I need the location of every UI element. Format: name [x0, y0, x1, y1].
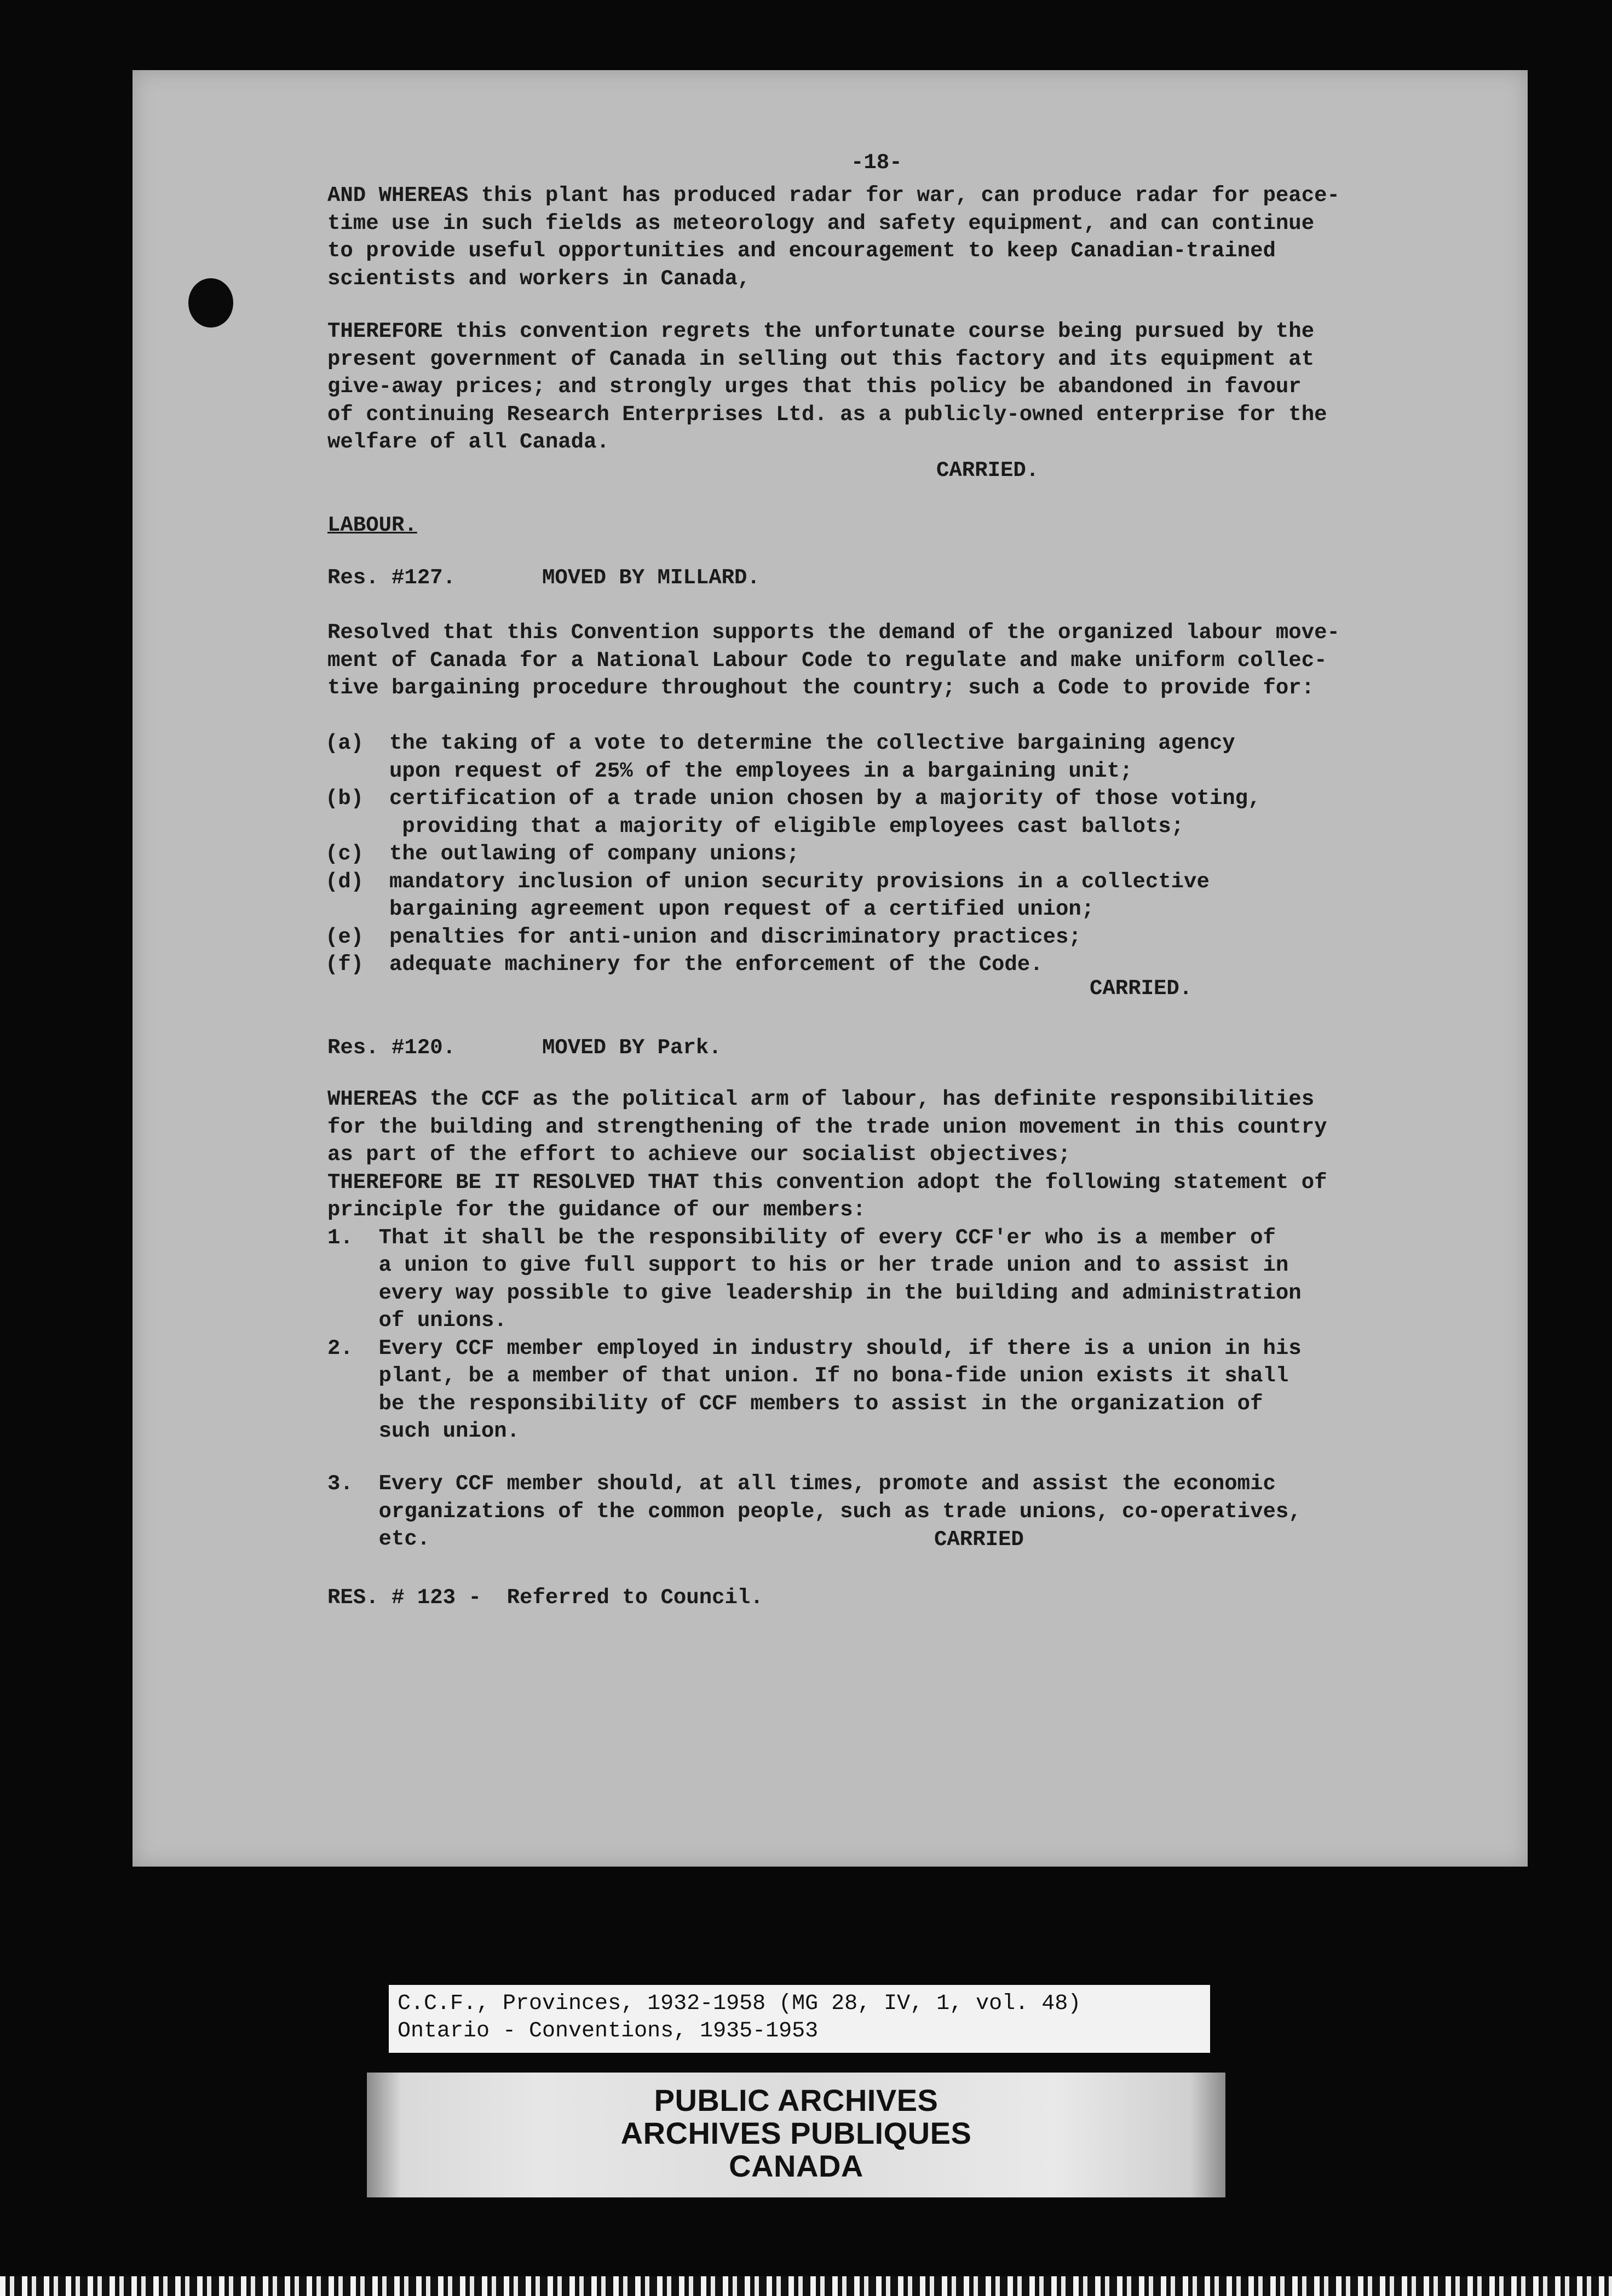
- paragraph-whereas-radar: AND WHEREAS this plant has produced radar for war, can produce radar for peace- time use in such fields as meteorology and safety equipment, and can continue to provide useful opportunities and encouragement to keep Canadian-trained scientists and workers in Canada,: [327, 183, 1340, 291]
- punch-hole: [188, 278, 233, 328]
- resolution-127-mover: MOVED BY MILLARD.: [542, 566, 760, 590]
- resolution-127-number: Res. #127.: [327, 566, 456, 590]
- microfilm-edge: [0, 2276, 1612, 2296]
- resolution-123-referral: RES. # 123 - Referred to Council.: [327, 1586, 763, 1610]
- carried-label: CARRIED.: [1090, 977, 1193, 1001]
- catalog-line-series: Ontario - Conventions, 1935-1953: [398, 2019, 819, 2044]
- archives-stamp: [367, 2073, 1225, 2197]
- resolution-120-body: WHEREAS the CCF as the political arm of labour, has definite responsibilities for the building and strengthening of the trade union movement in this country as part of the effort to achieve our socialist objectives; THEREFORE BE IT RESOLVED THAT this convention adopt the following statement of principle for the guidance of our members: 1. That it shall be the responsibility of every CCF'er who is a member of a union to give full support to his or her trade union and to assist in every way possible to give leadership in the building and administration of unions. 2. Every CCF member employed in industry should, if there is a union in his plant, be a member of that union. If no bona-fide union exists it shall be the responsibility of CCF members to assist in the organization of such union.: [327, 1087, 1327, 1443]
- resolution-127-list: (a) the taking of a vote to determine the collective bargaining agency upon request of 25% of the employees in a bargaining unit; (b) certification of a trade union chosen by a majority of those voting, providing that a majority of eligible employees cast ballots; (c) the outlawing of company unions; (d) mandatory inclusion of union security provisions in a collective bargaining agreement upon request of a certified union; (e) penalties for anti-union and discriminatory practices; (f) adequate machinery for the enforcement of the Code.: [325, 731, 1261, 977]
- carried-label: CARRIED.: [936, 458, 1039, 483]
- stamp-line-country: CANADA: [729, 2149, 863, 2183]
- paragraph-therefore-convention: THEREFORE this convention regrets the unfortunate course being pursued by the present government of Canada in selling out this factory and its equipment at give-away prices; and strongly urges that this policy be abandoned in favour of continuing Research Enterprises Ltd. as a publicly-owned enterprise for the welfare of all Canada.: [327, 319, 1327, 454]
- stamp-line-english: PUBLIC ARCHIVES: [654, 2083, 939, 2117]
- resolution-120-number: Res. #120.: [327, 1036, 456, 1060]
- resolution-120-mover: MOVED BY Park.: [542, 1036, 722, 1060]
- catalog-label: [389, 1985, 1210, 2053]
- carried-label: CARRIED: [934, 1528, 1024, 1552]
- catalog-line-collection: C.C.F., Provinces, 1932-1958 (MG 28, IV, 1, vol. 48): [398, 1991, 1081, 2016]
- resolution-127-body: Resolved that this Convention supports the demand of the organized labour move- ment of Canada for a National Labour Code to regulate and make uniform collec- tive bargaining procedure throughout the country; such a Code to provide for:: [327, 621, 1340, 700]
- page-number: -18-: [851, 151, 902, 175]
- section-heading-labour: LABOUR.: [327, 513, 417, 537]
- stamp-line-french: ARCHIVES PUBLIQUES: [620, 2116, 972, 2150]
- resolution-120-item-3: 3. Every CCF member should, at all times, promote and assist the economic organizations of the common people, such as trade unions, co-operatives, etc.: [327, 1472, 1302, 1551]
